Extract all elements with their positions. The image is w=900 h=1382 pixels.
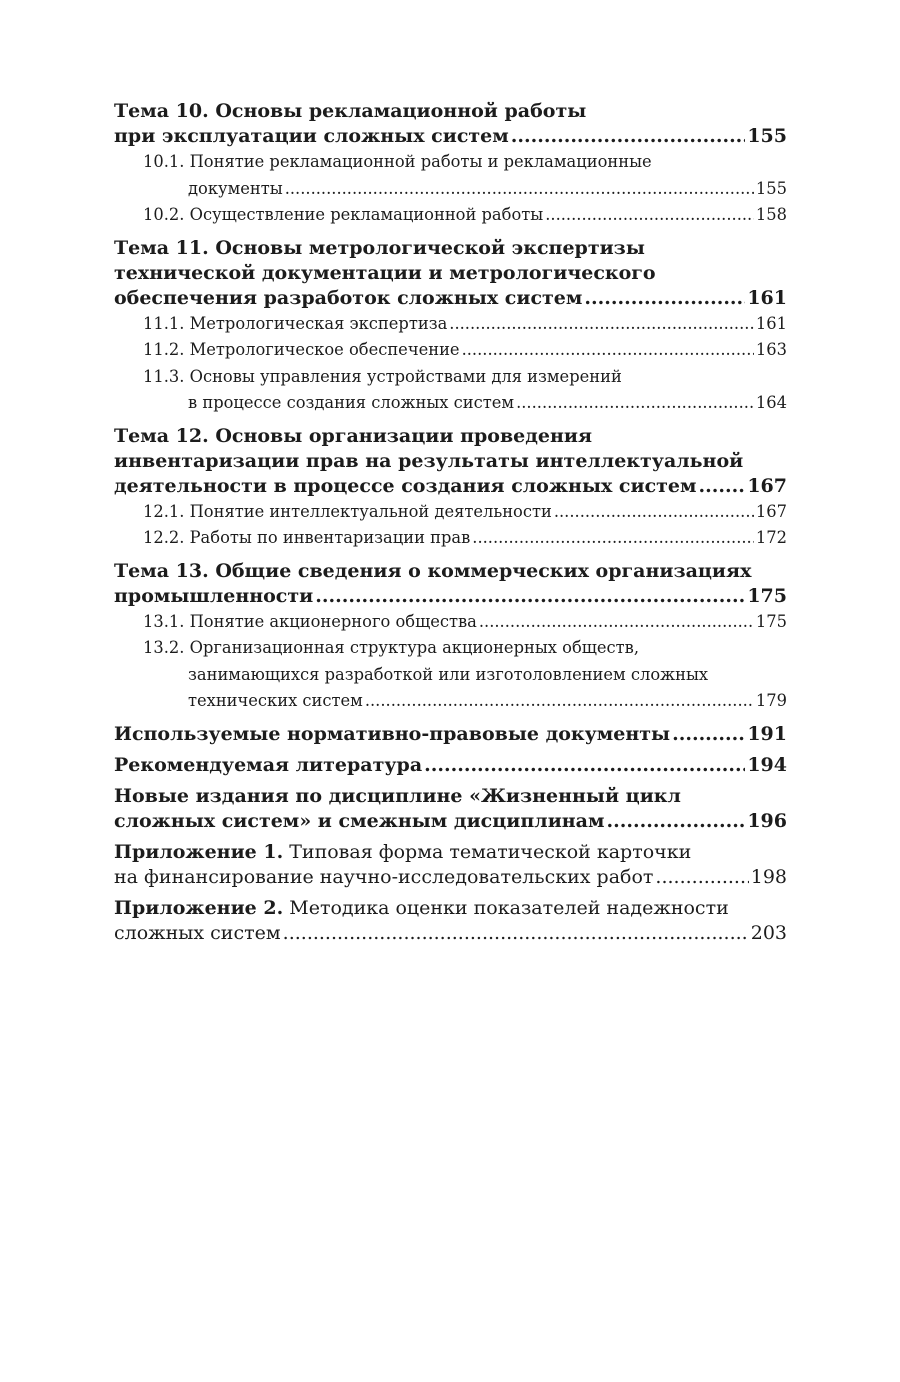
page-number: 161 — [747, 286, 787, 309]
toc-entry-leader-line — [143, 688, 787, 715]
toc-entry-title-line: занимающихся разработкой или изготоловлением сложных — [188, 664, 709, 684]
page-number: 167 — [755, 501, 787, 521]
toc-entry-title: 11.1. Метрологическая экспертиза — [143, 313, 448, 333]
toc-subsection[interactable] — [114, 525, 787, 552]
toc-entry-leader-line — [114, 865, 787, 890]
toc-entry-title-line: Тема 13. Общие сведения о коммерческих организациях — [114, 559, 752, 582]
page-number: 163 — [755, 340, 787, 359]
toc-entry-leader-line — [114, 722, 787, 747]
toc-entry-leader-line — [114, 753, 787, 778]
dot-leader — [479, 609, 754, 636]
toc-entry-title: на финансирование научно-исследовательских работ — [114, 865, 654, 888]
dot-leader — [511, 124, 746, 149]
toc-entry-title-line: Тема 11. Основы метрологической экспертизы — [114, 236, 645, 259]
toc-entry-title-line: Тема 10. Основы рекламационной работы — [114, 100, 587, 122]
page-number: 172 — [755, 528, 787, 547]
toc-entry-leader-line — [143, 202, 787, 229]
page-number: 179 — [755, 691, 787, 710]
dot-leader — [655, 865, 748, 890]
toc-entry-title: Используемые нормативно-правовые документы — [114, 722, 671, 745]
toc-topic[interactable] — [114, 559, 787, 609]
toc-entry-leader-line — [114, 124, 787, 149]
dot-leader — [424, 753, 745, 778]
toc-entry-title: 10.2. Осуществление рекламационной работы — [143, 205, 544, 224]
dot-leader — [472, 525, 754, 552]
toc-entry-leader-line — [114, 921, 787, 946]
dot-leader — [584, 286, 745, 311]
toc-entry-title-line: Тема 12. Основы организации проведения — [114, 424, 593, 447]
toc-entry-leader-line — [143, 337, 787, 364]
page-number: 203 — [750, 921, 787, 944]
page-number: 175 — [747, 584, 787, 607]
page-number: 161 — [755, 313, 787, 333]
toc-topic[interactable] — [114, 236, 787, 311]
toc-entry-title-line — [114, 840, 787, 865]
page-number: 167 — [747, 474, 787, 497]
toc-topic[interactable] — [114, 753, 787, 778]
toc-entry-leader-line — [143, 176, 787, 203]
page-number: 155 — [755, 178, 787, 198]
appendix-title: Методика оценки показателей надежности — [283, 896, 729, 919]
toc-entry-title: технических систем — [188, 691, 363, 710]
page-number: 164 — [755, 393, 787, 412]
table-of-contents — [114, 99, 787, 946]
page-number: 158 — [755, 205, 787, 224]
toc-topic[interactable] — [114, 424, 787, 499]
dot-leader — [315, 584, 745, 609]
dot-leader — [283, 921, 749, 946]
toc-entry-title: в процессе создания сложных систем — [188, 393, 515, 412]
toc-topic[interactable] — [114, 722, 787, 747]
toc-topic[interactable] — [114, 784, 787, 834]
toc-entry-title: сложных систем» и смежным дисциплинам — [114, 809, 605, 832]
toc-subsection[interactable] — [114, 202, 787, 229]
toc-subsection[interactable] — [114, 149, 787, 202]
page-number: 198 — [750, 865, 787, 888]
toc-entry-title-line: 11.3. Основы управления устройствами для измерений — [143, 366, 622, 386]
dot-leader — [545, 202, 754, 229]
toc-entry-title: 12.1. Понятие интеллектуальной деятельности — [143, 501, 552, 521]
appendix-label: Приложение 1. — [114, 840, 284, 863]
toc-entry-leader-line — [143, 609, 787, 636]
dot-leader — [672, 722, 745, 747]
toc-entry-leader-line — [143, 311, 787, 338]
toc-subsection[interactable] — [114, 364, 787, 417]
toc-appendix[interactable] — [114, 840, 787, 890]
toc-topic[interactable] — [114, 99, 787, 149]
toc-subsection[interactable] — [114, 337, 787, 364]
toc-entry-title: документы — [188, 178, 283, 198]
dot-leader — [516, 390, 754, 417]
toc-entry-leader-line — [114, 286, 787, 311]
dot-leader — [607, 809, 746, 834]
toc-entry-title-line: 13.2. Организационная структура акционерных обществ, — [143, 638, 639, 657]
toc-entry-leader-line — [114, 474, 787, 499]
toc-entry-title-line: технической документации и метрологического — [114, 261, 656, 284]
toc-entry-title: обеспечения разработок сложных систем — [114, 286, 583, 309]
dot-leader — [699, 474, 746, 499]
page-number: 175 — [755, 611, 787, 631]
toc-subsection[interactable] — [114, 499, 787, 526]
toc-entry-title-line: 10.1. Понятие рекламационной работы и рекламационные — [143, 152, 652, 171]
toc-entry-leader-line — [143, 390, 787, 417]
dot-leader — [365, 688, 754, 715]
toc-entry-title-line: инвентаризации прав на результаты интеллектуальной — [114, 449, 744, 472]
toc-entry-title: сложных систем — [114, 921, 281, 944]
toc-entry-title-line: Новые издания по дисциплине «Жизненный цикл — [114, 784, 681, 807]
page-number: 194 — [747, 753, 787, 776]
toc-entry-title: при эксплуатации сложных систем — [114, 125, 509, 147]
toc-appendix[interactable] — [114, 896, 787, 946]
dot-leader — [285, 176, 754, 203]
appendix-title: Типовая форма тематической карточки — [283, 840, 692, 863]
toc-entry-title: 11.2. Метрологическое обеспечение — [143, 340, 460, 359]
toc-entry-title: деятельности в процессе создания сложных систем — [114, 474, 697, 497]
toc-subsection[interactable] — [114, 635, 787, 715]
toc-entry-title-line — [114, 896, 787, 921]
toc-entry-leader-line — [143, 525, 787, 552]
toc-entry-leader-line — [114, 809, 787, 834]
page-number: 196 — [747, 809, 787, 832]
toc-entry-title: Рекомендуемая литература — [114, 753, 423, 776]
toc-entry-title: промышленности — [114, 584, 314, 607]
toc-entry-leader-line — [114, 584, 787, 609]
toc-subsection[interactable] — [114, 311, 787, 338]
toc-entry-leader-line — [143, 499, 787, 526]
dot-leader — [449, 311, 754, 338]
toc-subsection[interactable] — [114, 609, 787, 636]
toc-entry-title: 12.2. Работы по инвентаризации прав — [143, 528, 471, 547]
page-number: 191 — [747, 722, 787, 745]
dot-leader — [554, 499, 754, 526]
dot-leader — [462, 337, 754, 364]
toc-entry-title: 13.1. Понятие акционерного общества — [143, 611, 477, 631]
appendix-label: Приложение 2. — [114, 896, 284, 919]
page-number: 155 — [747, 125, 787, 147]
